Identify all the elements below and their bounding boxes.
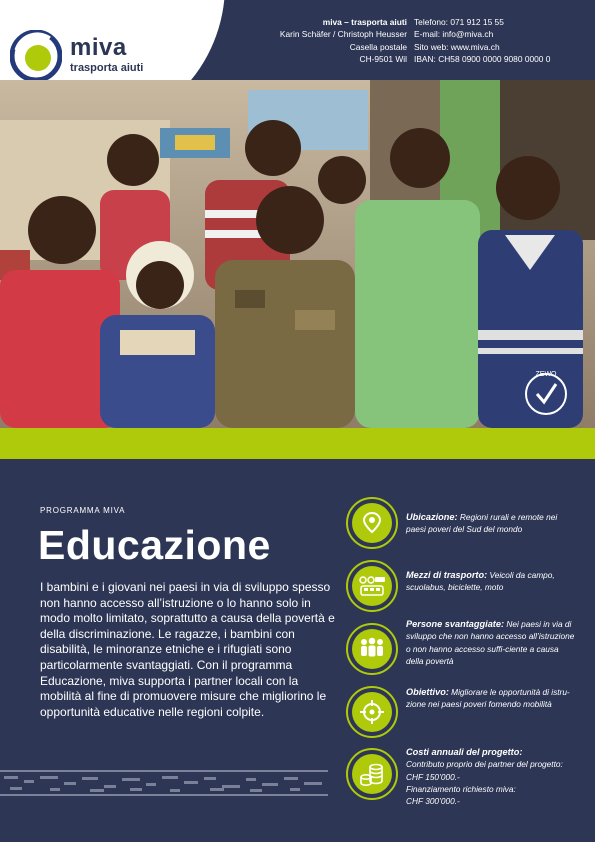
info-location-text <box>406 511 576 536</box>
contact-postbox: Casella postale <box>349 41 407 52</box>
tire-track-decoration <box>0 768 330 798</box>
info-beneficiaries-value: Nei paesi in via di sviluppo che non hanno accesso all’istruzione o non hanno accesso suffi-ciente a causa della povertà <box>406 619 575 666</box>
contact-address <box>280 16 407 65</box>
page-title: Educazione <box>38 522 271 568</box>
contact-iban: IBAN: CH58 0900 0000 9080 0000 0 <box>414 53 551 64</box>
logo-name: miva <box>70 34 127 61</box>
contact-org: miva – trasporta aiuti <box>322 17 407 27</box>
people-group-icon <box>358 637 386 661</box>
info-goal-value: Migliorare le opportunità di istru-zione nei paesi poveri fomendo mobilità <box>406 687 570 710</box>
location-pin-icon <box>359 510 385 536</box>
svg-text:ZEWO: ZEWO <box>535 371 557 378</box>
logo-tagline: trasporta aiuti <box>70 62 144 74</box>
info-goal-label: Obiettivo: <box>406 687 449 697</box>
intro-paragraph: I bambini e i giovani nei paesi in via di sviluppo spesso non hanno accesso all’istruzione o lo hanno solo in modo molto limitato, soprattutto a causa della povertà e della discriminazione. Le ragazze, i bambini con disabilità, le minoranze etniche e i rifugiati sono particolarmente svantaggiati. Con il programma Educazione, miva supporta i partner locali con la mobilità al fine di promuovere misure che migliorino le opportunità educative nelle regioni colpite. <box>40 580 335 719</box>
info-beneficiaries-label: Persone svantaggiate: <box>406 619 505 629</box>
contact-city: CH-9501 Wil <box>359 53 407 64</box>
info-transport-text <box>406 569 576 594</box>
vehicles-icon <box>357 573 387 599</box>
info-costs-requested-label: Finanziamento richiesto miva: <box>406 783 516 794</box>
contact-names: Karin Schäfer / Christoph Heusser <box>279 29 407 40</box>
info-costs-text <box>406 746 576 807</box>
contact-email: E-mail: info@miva.ch <box>414 29 494 40</box>
program-label: PROGRAMMA MIVA <box>40 506 126 515</box>
info-costs-label: Costi annuali del progetto: <box>406 747 523 757</box>
info-goal-text <box>406 686 576 711</box>
info-location-label: Ubicazione: <box>406 512 458 522</box>
miva-logo-icon <box>10 30 62 82</box>
info-costs-own-contribution: Contributo proprio dei partner del progetto: CHF 150’000.- <box>406 759 563 782</box>
children-photo <box>0 80 595 428</box>
logo-wordmark <box>70 36 143 74</box>
target-icon <box>359 699 385 725</box>
info-beneficiaries-text <box>406 618 576 667</box>
coins-icon <box>358 761 386 787</box>
header <box>0 0 595 80</box>
contact-website: Sito web: www.miva.ch <box>414 41 500 52</box>
contact-details <box>414 16 550 65</box>
info-costs-requested-amount: CHF 300’000.- <box>406 796 460 807</box>
contact-phone: Telefono: 071 912 15 55 <box>414 17 504 27</box>
accent-band <box>0 428 595 459</box>
info-transport-value: Veicoli da campo, scuolabus, biciclette, moto <box>406 570 555 593</box>
info-location-value: Regioni rurali e remote nei paesi poveri del Sud del mondo <box>406 512 558 535</box>
info-transport-label: Mezzi di trasporto: <box>406 570 488 580</box>
